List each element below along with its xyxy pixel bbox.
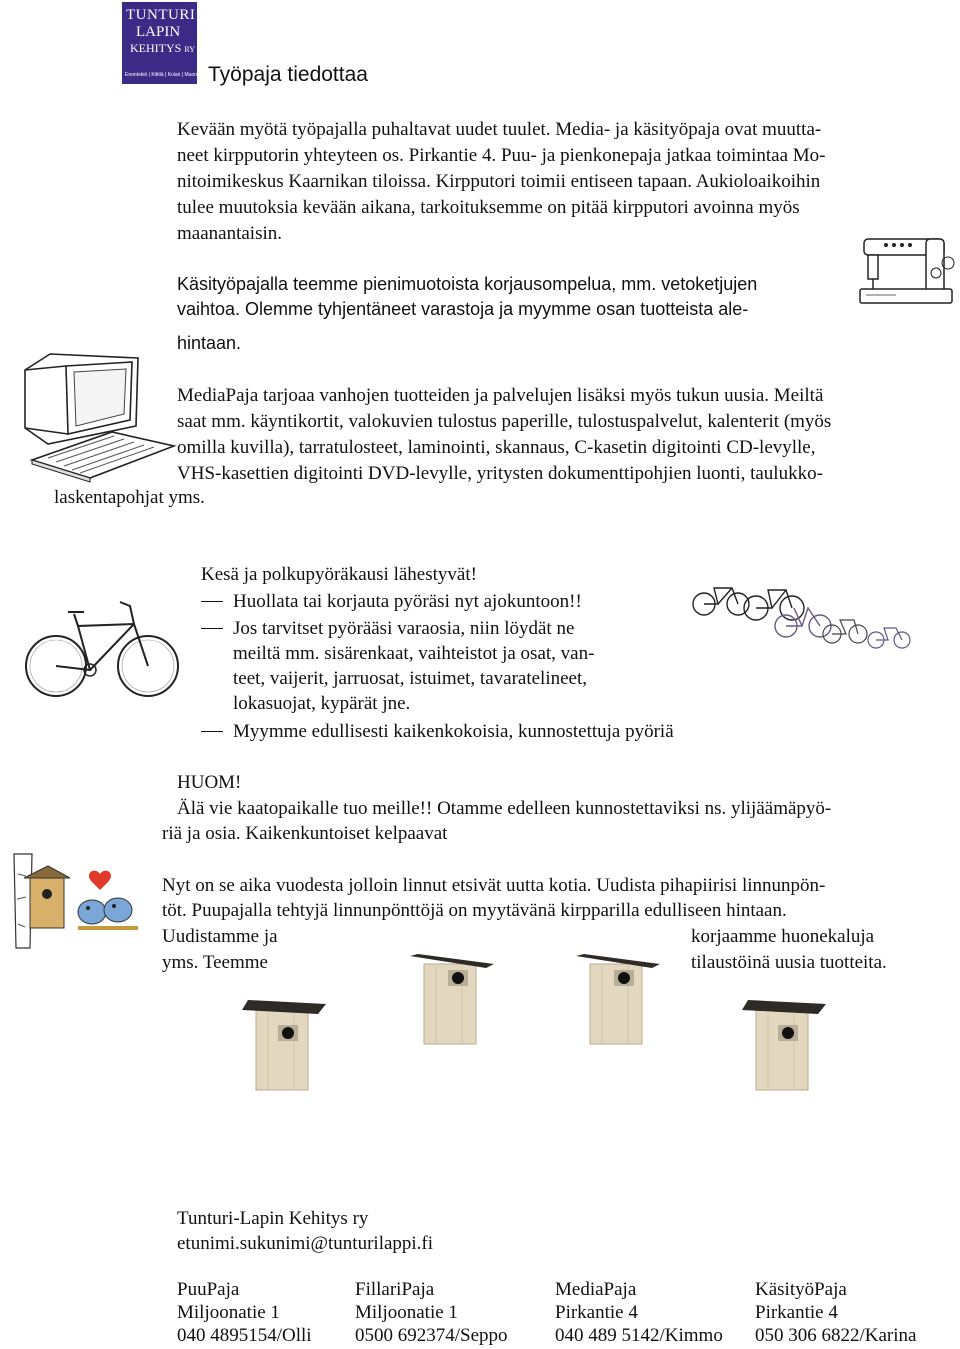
bike-item: lokasuojat, kypärät jne. — [233, 693, 411, 714]
bike-item: Jos tarvitset pyörääsi varaosia, niin löydät ne — [233, 618, 575, 639]
craft-line: vaihtoa. Olemme tyhjentäneet varastoja ja myymme osan tuotteista ale- — [177, 299, 749, 319]
sewing-machine-icon — [856, 233, 960, 325]
workshop-phone: 040 4895154/Olli — [177, 1325, 312, 1346]
birdhouse-photo-2 — [408, 952, 494, 1046]
bicycle-icon — [24, 596, 180, 704]
birds-line: tilaustöinä uusia tuotteita. — [691, 952, 887, 973]
birds-line: yms. Teemme — [162, 952, 268, 973]
workshop-name: FillariPaja — [355, 1279, 435, 1300]
workshop-phone: 0500 692374/Seppo — [355, 1325, 508, 1346]
huom-line: Älä vie kaatopaikalle tuo meille!! Otamme edelleen kunnostettaviksi ns. ylijäämäpyö- — [177, 798, 832, 819]
contact-email[interactable]: etunimi.sukunimi@tunturilappi.fi — [177, 1233, 434, 1254]
huom-heading: HUOM! — [177, 772, 242, 793]
birdhouse-photo-4 — [740, 998, 826, 1092]
bike-item: teet, vaijerit, jarruosat, istuimet, tavaratelineet, — [233, 668, 587, 689]
computer-icon — [20, 348, 180, 486]
birdhouse-photo-3 — [574, 952, 660, 1046]
birds-line: Uudistamme ja — [162, 926, 278, 947]
workshop-address: Miljoonatie 1 — [355, 1302, 458, 1323]
bicycles-group-icon — [690, 578, 922, 654]
intro-line: tulee muutoksia kevään aikana, tarkoituksemme on pitää kirpputori avoinna myös — [177, 197, 800, 218]
workshop-name: KäsityöPaja — [755, 1279, 847, 1300]
media-line: MediaPaja tarjoaa vanhojen tuotteiden ja palvelujen lisäksi myös tukun uusia. Meiltä — [177, 385, 824, 406]
huom-line: riä ja osia. Kaikenkuntoiset kelpaavat — [162, 823, 448, 844]
intro-line: maanantaisin. — [177, 223, 282, 244]
logo-tagline: Enontekiö | Kittilä | Kolari | Muonio — [125, 72, 201, 78]
birdhouse-photo-1 — [240, 998, 326, 1092]
intro-line: neet kirpputorin yhteyteen os. Pirkantie 4. Puu- ja pienkonepaja jatkaa toimintaa Mo- — [177, 145, 826, 166]
craft-line: hintaan. — [177, 333, 242, 353]
bike-item: Huollata tai korjauta pyöräsi nyt ajokuntoon!! — [233, 591, 582, 612]
list-dash — [201, 628, 223, 629]
contact-org: Tunturi-Lapin Kehitys ry — [177, 1208, 369, 1229]
craft-line: Käsityöpajalla teemme pienimuotoista korjausompelua, mm. vetoketjujen — [177, 274, 758, 294]
list-dash — [201, 731, 223, 732]
birds-line: Nyt on se aika vuodesta jolloin linnut etsivät uutta kotia. Uudista pihapiirisi linnunpön- — [162, 875, 826, 896]
intro-line: nitoimikeskus Kaarnikan tiloissa. Kirpputori toimii entiseen tapaan. Aukioloaikoihin — [177, 171, 821, 192]
birds-line: korjaamme huonekaluja — [691, 926, 875, 947]
workshop-address: Miljoonatie 1 — [177, 1302, 280, 1323]
bike-item: Myymme edullisesti kaikenkokoisia, kunnostettuja pyöriä — [233, 721, 674, 742]
media-line: laskentapohjat yms. — [54, 487, 205, 508]
media-line: omilla kuvilla), tarratulosteet, laminointi, skannaus, C-kasetin digitointi CD-levylle, — [177, 437, 816, 458]
bike-heading: Kesä ja polkupyöräkausi lähestyvät! — [201, 564, 477, 585]
workshop-name: MediaPaja — [555, 1279, 637, 1300]
tunturi-lapin-kehitys-logo — [122, 2, 201, 84]
page-title: Työpaja tiedottaa — [208, 63, 368, 86]
logo-line2: LAPIN — [136, 24, 181, 40]
bike-item: meiltä mm. sisärenkaat, vaihteistot ja osat, van- — [233, 643, 595, 664]
workshop-address: Pirkantie 4 — [555, 1302, 638, 1323]
birds-line: töt. Puupajalla tehtyjä linnunpönttöjä on myytävänä kirpparilla edulliseen hintaan. — [162, 900, 787, 921]
workshop-address: Pirkantie 4 — [755, 1302, 838, 1323]
intro-line: Kevään myötä työpajalla puhaltavat uudet tuulet. Media- ja käsityöpaja ovat muutta- — [177, 119, 822, 140]
list-dash — [201, 601, 223, 602]
logo-line3: KEHITYS RY — [130, 41, 195, 55]
birdhouse-cartoon-icon — [8, 844, 146, 952]
media-line: saat mm. käyntikortit, valokuvien tulostus paperille, tulostuspalvelut, kalenterit (myös — [177, 411, 832, 432]
media-line: VHS-kasettien digitointi DVD-levylle, yritysten dokumenttipohjien luonti, taulukko- — [177, 463, 823, 484]
workshop-name: PuuPaja — [177, 1279, 240, 1300]
workshop-phone: 050 306 6822/Karina — [755, 1325, 917, 1346]
workshop-phone: 040 489 5142/Kimmo — [555, 1325, 723, 1346]
logo-line1: TUNTURI — [126, 7, 196, 23]
